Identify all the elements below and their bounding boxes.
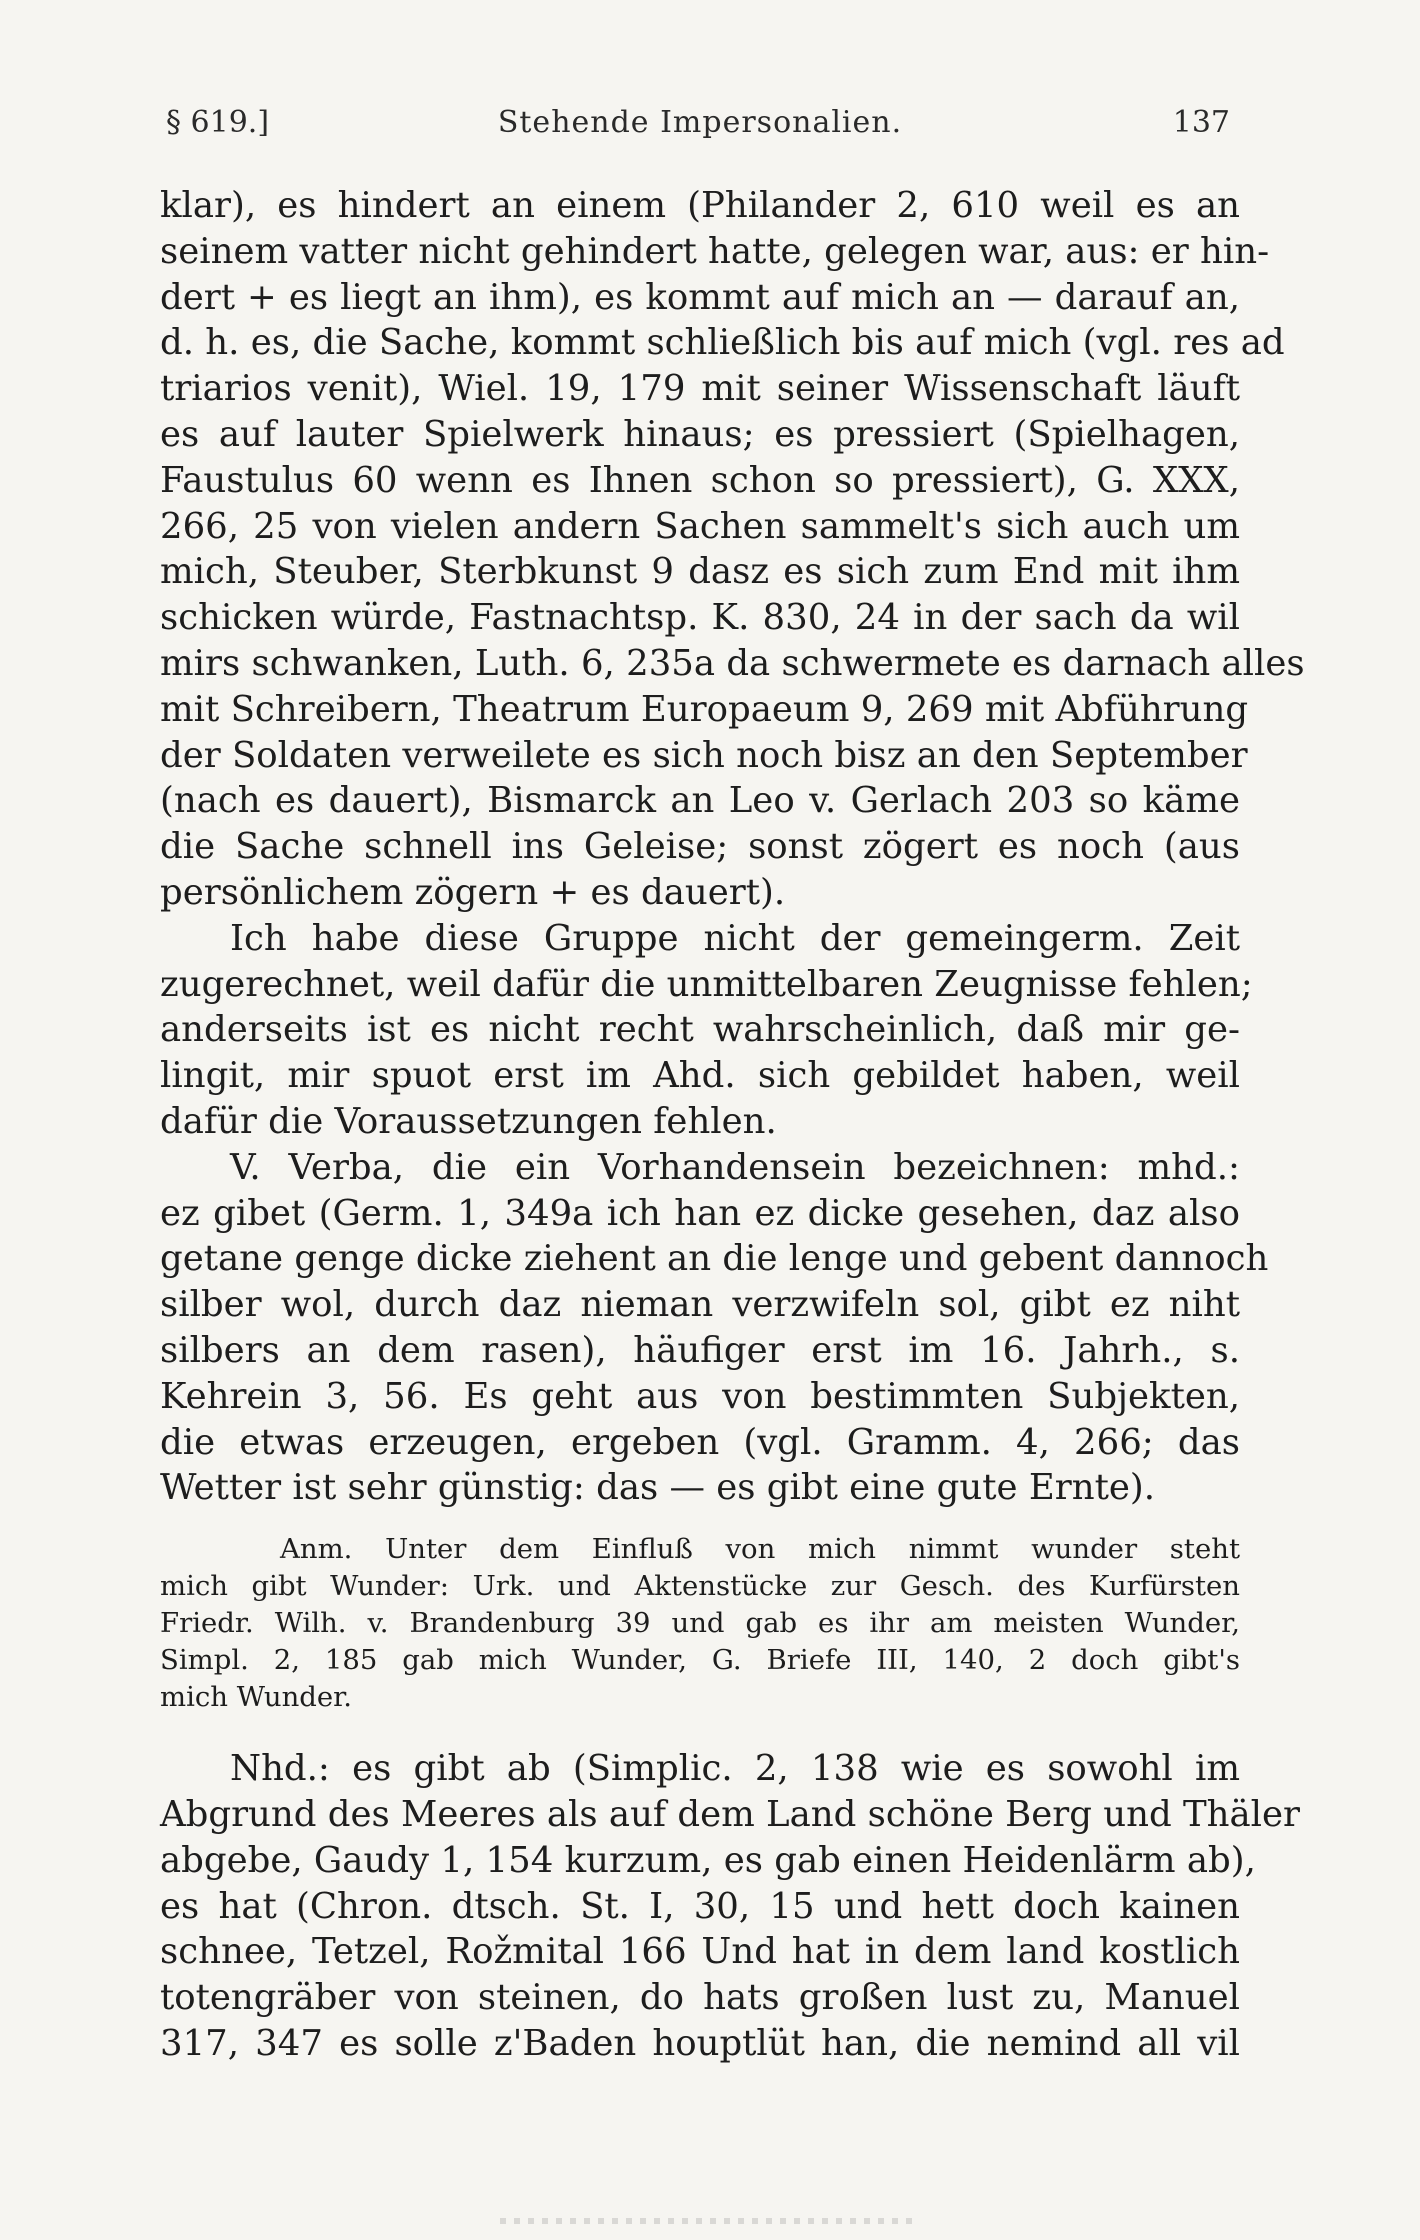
paragraph-1: [160, 183, 1305, 916]
text-line: der Soldaten verweilete es sich noch bisz an den September: [160, 734, 1248, 776]
note-line: mich gibt Wunder: Urk. und Aktenstücke zur Gesch. des Kurfürsten: [160, 1570, 1240, 1603]
text-line: anderseits ist es nicht recht wahrscheinlich, daß mir ge-: [160, 1009, 1240, 1051]
paragraph-2: [160, 916, 1253, 1145]
text-line: Ich habe diese Gruppe nicht der gemeingerm. Zeit: [230, 917, 1240, 959]
running-header: [160, 95, 1240, 165]
page-number: 137: [1172, 105, 1230, 140]
note-line: mich Wunder.: [160, 1681, 353, 1714]
text-line: mirs schwanken, Luth. 6, 235a da schwermete es darnach alles: [160, 642, 1305, 684]
note-line: Friedr. Wilh. v. Brandenburg 39 und gab es ihr am meisten Wunder,: [160, 1607, 1240, 1640]
section-number: § 619.]: [166, 105, 270, 140]
text-line: Wetter ist sehr günstig: das — es gibt eine gute Ernte).: [160, 1467, 1155, 1509]
text-line: dert + es liegt an ihm), es kommt auf mich an — darauf an,: [160, 276, 1240, 318]
text-line: Faustulus 60 wenn es Ihnen schon so pressiert), G. XXX,: [160, 459, 1240, 501]
text-line: triarios venit), Wiel. 19, 179 mit seiner Wissenschaft läuft: [160, 368, 1240, 410]
text-line: lingit, mir spuot erst im Ahd. sich gebildet haben, weil: [160, 1055, 1240, 1097]
note-line: Simpl. 2, 185 gab mich Wunder, G. Briefe III, 140, 2 doch gibt's: [160, 1644, 1240, 1677]
text-line: es auf lauter Spielwerk hinaus; es pressiert (Spielhagen,: [160, 413, 1240, 455]
text-line: silber wol, durch daz nieman verzwifeln sol, gibt ez niht: [160, 1284, 1240, 1326]
text-line: (nach es dauert), Bismarck an Leo v. Gerlach 203 so käme: [160, 780, 1240, 822]
text-line: seinem vatter nicht gehindert hatte, gelegen war, aus: er hin-: [160, 230, 1270, 272]
text-line: mit Schreibern, Theatrum Europaeum 9, 269 mit Abführung: [160, 688, 1249, 730]
paragraph-3: [160, 1145, 1269, 1511]
paragraph-4: [160, 1746, 1300, 2067]
text-line: d. h. es, die Sache, kommt schließlich bis auf mich (vgl. res ad: [160, 322, 1285, 364]
text-line: getane genge dicke ziehent an die lenge und gebent dannoch: [160, 1238, 1269, 1280]
book-page: [160, 95, 1305, 2175]
running-title: Stehende Impersonalien.: [497, 105, 903, 140]
text-line: persönlichem zögern + es dauert).: [160, 871, 786, 913]
text-line: Kehrein 3, 56. Es geht aus von bestimmten Subjekten,: [160, 1375, 1240, 1417]
spacer: [160, 1716, 1240, 1746]
text-line: 317, 347 es solle z'Baden houptlüt han, die nemind all vil: [160, 2022, 1240, 2064]
annotation-note: [160, 1531, 1240, 1716]
text-line: totengräber von steinen, do hats großen lust zu, Manuel: [160, 1977, 1240, 2019]
main-text: [160, 183, 1305, 2067]
page-bottom-smudge: [500, 2218, 920, 2224]
text-line: schicken würde, Fastnachtsp. K. 830, 24 in der sach da wil: [160, 597, 1240, 639]
text-line: ez gibet (Germ. 1, 349a ich han ez dicke gesehen, daz also: [160, 1192, 1240, 1234]
text-line: schnee, Tetzel, Rožmital 166 Und hat in dem land kostlich: [160, 1931, 1240, 1973]
text-line: dafür die Voraussetzungen fehlen.: [160, 1100, 777, 1142]
text-line: silbers an dem rasen), häufiger erst im 16. Jahrh., s.: [160, 1329, 1240, 1371]
text-line: Abgrund des Meeres als auf dem Land schöne Berg und Thäler: [160, 1793, 1300, 1835]
text-line: zugerechnet, weil dafür die unmittelbaren Zeugnisse fehlen;: [160, 963, 1253, 1005]
text-line: es hat (Chron. dtsch. St. I, 30, 15 und hett doch kainen: [160, 1885, 1240, 1927]
text-line: mich, Steuber, Sterbkunst 9 dasz es sich zum End mit ihm: [160, 551, 1240, 593]
text-line: 266, 25 von vielen andern Sachen sammelt's sich auch um: [160, 505, 1240, 547]
text-line: Nhd.: es gibt ab (Simplic. 2, 138 wie es sowohl im: [230, 1748, 1240, 1790]
note-line: Anm. Unter dem Einfluß von mich nimmt wunder steht: [280, 1533, 1240, 1566]
text-line: die etwas erzeugen, ergeben (vgl. Gramm. 4, 266; das: [160, 1421, 1240, 1463]
text-line: abgebe, Gaudy 1, 154 kurzum, es gab einen Heidenlärm ab),: [160, 1839, 1256, 1881]
text-line: V. Verba, die ein Vorhandensein bezeichnen: mhd.:: [230, 1146, 1240, 1188]
text-line: klar), es hindert an einem (Philander 2, 610 weil es an: [160, 185, 1240, 226]
text-line: die Sache schnell ins Geleise; sonst zögert es noch (aus: [160, 826, 1240, 868]
